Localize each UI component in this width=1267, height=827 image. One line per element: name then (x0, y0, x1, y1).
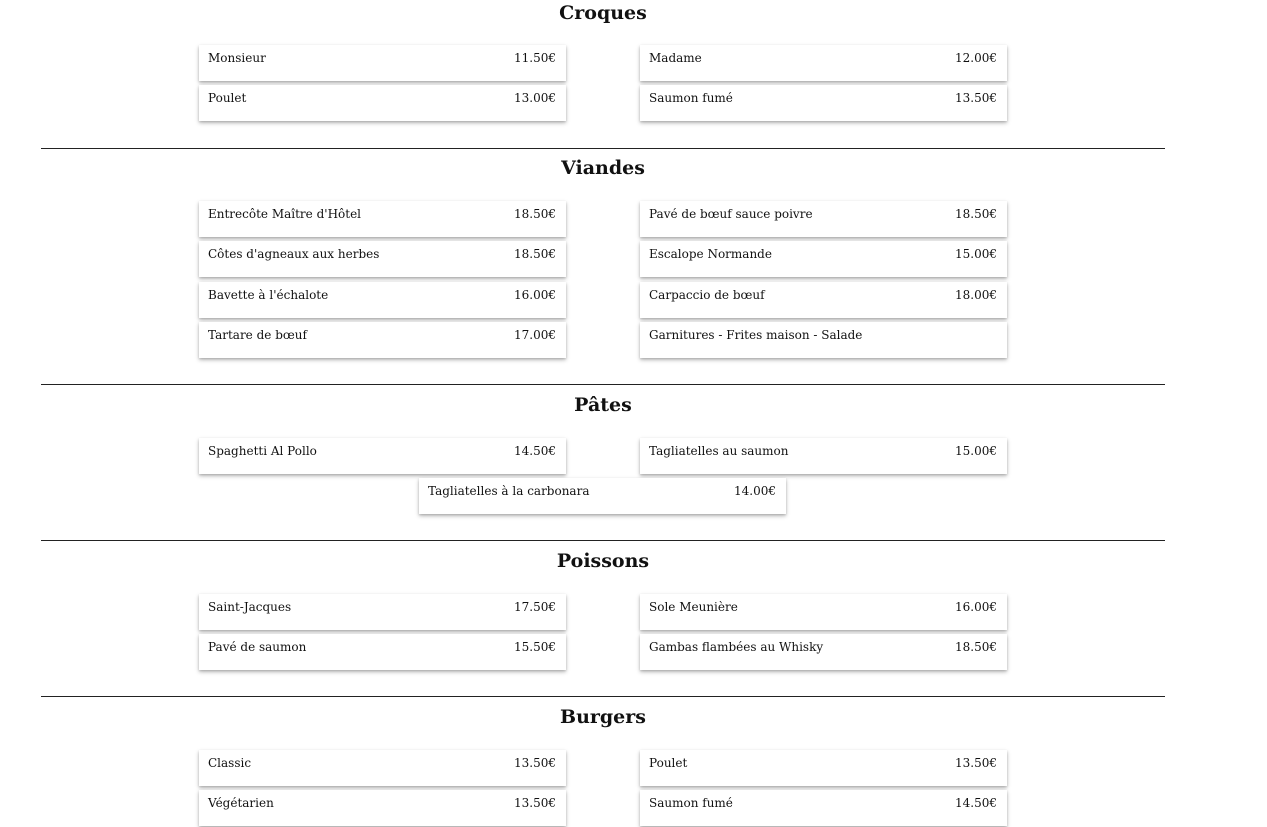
menu-item-price: 16.00€ (514, 288, 556, 302)
menu-item-card[interactable] (419, 478, 786, 514)
menu-item-name: Végétarien (208, 796, 274, 810)
section-divider (41, 148, 1165, 149)
menu-item-name: Classic (208, 756, 252, 770)
menu-item-name: Monsieur (208, 51, 266, 65)
menu-item-price: 14.50€ (955, 796, 997, 810)
menu-item-price: 16.00€ (955, 600, 997, 614)
menu-item-price: 13.50€ (514, 796, 556, 810)
menu-item-name: Gambas flambées au Whisky (649, 640, 824, 654)
menu-item-card[interactable] (199, 634, 566, 670)
menu-item-price: 17.00€ (514, 328, 556, 342)
section-title-viandes: Viandes (561, 157, 645, 179)
menu-item-price: 18.50€ (955, 207, 997, 221)
menu-item-name: Poulet (649, 756, 688, 770)
menu-item-name: Bavette à l'échalote (208, 288, 329, 302)
menu-item-card[interactable] (640, 594, 1007, 630)
menu-item-price: 15.00€ (955, 444, 997, 458)
menu-item-name: Spaghetti Al Pollo (208, 444, 317, 458)
menu-item-name: Saumon fumé (649, 796, 733, 810)
section-title-burgers: Burgers (560, 706, 646, 728)
menu-item-price: 13.50€ (955, 756, 997, 770)
menu-item-name: Sole Meunière (649, 600, 738, 614)
menu-item-price: 14.00€ (734, 484, 776, 498)
menu-item-price: 18.50€ (514, 247, 556, 261)
menu-item-name: Côtes d'agneaux aux herbes (208, 247, 380, 261)
menu-item-card[interactable] (640, 322, 1007, 358)
menu-item-card[interactable] (640, 85, 1007, 121)
menu-item-card[interactable] (199, 750, 566, 786)
menu-item-name: Saint-Jacques (208, 600, 292, 614)
menu-item-price: 14.50€ (514, 444, 556, 458)
menu-item-name: Madame (649, 51, 702, 65)
menu-item-card[interactable] (199, 282, 566, 318)
menu-item-price: 11.50€ (514, 51, 556, 65)
menu-item-card[interactable] (640, 634, 1007, 670)
section-title-poissons: Poissons (556, 550, 650, 572)
menu-item-name: Carpaccio de bœuf (649, 288, 765, 302)
menu-item-name: Tagliatelles au saumon (649, 444, 789, 458)
menu-item-card[interactable] (640, 201, 1007, 237)
section-divider (41, 696, 1165, 697)
menu-item-price: 12.00€ (955, 51, 997, 65)
section-title-pates: Pâtes (574, 394, 632, 416)
menu-item-price: 18.00€ (955, 288, 997, 302)
menu-item-price: 17.50€ (514, 600, 556, 614)
menu-item-card[interactable] (640, 282, 1007, 318)
menu-item-price: 13.50€ (514, 756, 556, 770)
menu-item-price: 15.00€ (955, 247, 997, 261)
section-divider (41, 384, 1165, 385)
menu-item-card[interactable] (199, 201, 566, 237)
menu-item-card[interactable] (640, 241, 1007, 277)
menu-item-name: Escalope Normande (649, 247, 772, 261)
menu-item-name: Entrecôte Maître d'Hôtel (208, 207, 362, 221)
menu-item-name: Pavé de bœuf sauce poivre (649, 207, 813, 221)
section-divider (41, 540, 1165, 541)
menu-item-price: 18.50€ (955, 640, 997, 654)
menu-item-card[interactable] (199, 322, 566, 358)
menu-item-card[interactable] (199, 790, 566, 826)
menu-item-price: 13.00€ (514, 91, 556, 105)
menu-item-name: Pavé de saumon (208, 640, 307, 654)
menu-item-name: Tartare de bœuf (208, 328, 307, 342)
menu-item-card[interactable] (640, 45, 1007, 81)
menu-item-name: Saumon fumé (649, 91, 733, 105)
menu-item-name: Garnitures - Frites maison - Salade (649, 328, 863, 342)
menu-item-price: 18.50€ (514, 207, 556, 221)
menu-item-name: Tagliatelles à la carbonara (428, 484, 590, 498)
menu-item-price: 15.50€ (514, 640, 556, 654)
menu-item-card[interactable] (640, 750, 1007, 786)
menu-item-card[interactable] (199, 85, 566, 121)
menu-item-card[interactable] (199, 241, 566, 277)
menu-item-card[interactable] (199, 438, 566, 474)
menu-item-price: 13.50€ (955, 91, 997, 105)
section-title-croques: Croques (559, 2, 647, 24)
menu-item-card[interactable] (199, 45, 566, 81)
menu-item-card[interactable] (199, 594, 566, 630)
menu-item-name: Poulet (208, 91, 247, 105)
menu-item-card[interactable] (640, 438, 1007, 474)
menu-item-card[interactable] (640, 790, 1007, 826)
